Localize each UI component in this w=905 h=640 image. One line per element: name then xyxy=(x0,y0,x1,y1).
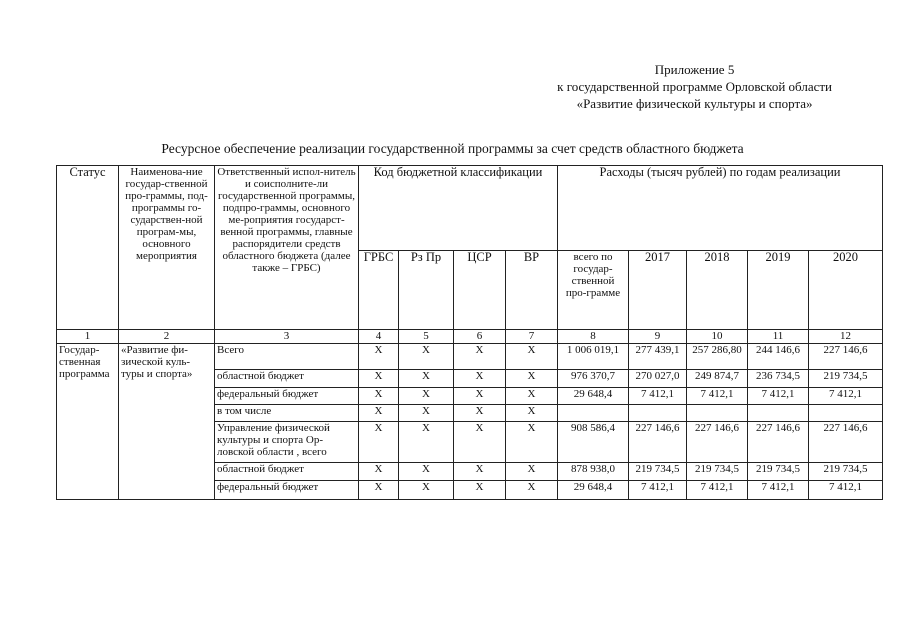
appendix-reference: к государственной программе Орловской области xyxy=(557,79,832,94)
year-2020-cell: 227 146,6 xyxy=(809,344,883,370)
column-number: 6 xyxy=(454,330,506,344)
year-2019-cell xyxy=(748,405,809,422)
total-cell: 976 370,7 xyxy=(558,370,629,388)
total-cell: 908 586,4 xyxy=(558,422,629,463)
rzpr-cell: X xyxy=(399,344,454,370)
year-2017-cell: 270 027,0 xyxy=(629,370,687,388)
executor-cell: федеральный бюджет xyxy=(215,388,359,405)
year-2017-cell: 7 412,1 xyxy=(629,481,687,500)
grbs-cell: X xyxy=(359,388,399,405)
rzpr-cell: X xyxy=(399,422,454,463)
column-number: 4 xyxy=(359,330,399,344)
csr-cell: X xyxy=(454,463,506,481)
year-2018-cell: 7 412,1 xyxy=(687,481,748,500)
column-number: 8 xyxy=(558,330,629,344)
year-2017-cell: 7 412,1 xyxy=(629,388,687,405)
total-cell: 29 648,4 xyxy=(558,481,629,500)
header-year-2017: 2017 xyxy=(629,251,687,330)
year-2017-cell xyxy=(629,405,687,422)
year-2019-cell: 244 146,6 xyxy=(748,344,809,370)
executor-cell: в том числе xyxy=(215,405,359,422)
grbs-cell: X xyxy=(359,422,399,463)
program-title: «Развитие физической культуры и спорта» xyxy=(576,96,813,111)
year-2020-cell: 7 412,1 xyxy=(809,481,883,500)
year-2018-cell: 7 412,1 xyxy=(687,388,748,405)
year-2018-cell: 249 874,7 xyxy=(687,370,748,388)
year-2019-cell: 7 412,1 xyxy=(748,388,809,405)
grbs-cell: X xyxy=(359,405,399,422)
header-year-2018: 2018 xyxy=(687,251,748,330)
rzpr-cell: X xyxy=(399,405,454,422)
vr-cell: X xyxy=(506,344,558,370)
column-number: 3 xyxy=(215,330,359,344)
column-number: 5 xyxy=(399,330,454,344)
year-2019-cell: 236 734,5 xyxy=(748,370,809,388)
year-2020-cell xyxy=(809,405,883,422)
header-rzpr: Рз Пр xyxy=(399,251,454,330)
header-total-program: всего по государ-ственной про-грамме xyxy=(558,251,629,330)
column-number: 1 xyxy=(57,330,119,344)
column-number: 10 xyxy=(687,330,748,344)
vr-cell: X xyxy=(506,370,558,388)
rzpr-cell: X xyxy=(399,463,454,481)
status-cell: Государ-ственная программа xyxy=(57,344,119,500)
csr-cell: X xyxy=(454,388,506,405)
header-year-2019: 2019 xyxy=(748,251,809,330)
year-2020-cell: 219 734,5 xyxy=(809,370,883,388)
total-cell: 1 006 019,1 xyxy=(558,344,629,370)
column-number: 11 xyxy=(748,330,809,344)
header-program-name: Наименова-ние государ-ственной про-граммы, под-программы го-сударствен-ной програм-мы, основного мероприятия xyxy=(119,166,215,330)
appendix-number: Приложение 5 xyxy=(654,62,735,77)
table-row xyxy=(57,344,883,370)
year-2018-cell xyxy=(687,405,748,422)
grbs-cell: X xyxy=(359,481,399,500)
year-2017-cell: 277 439,1 xyxy=(629,344,687,370)
vr-cell: X xyxy=(506,422,558,463)
rzpr-cell: X xyxy=(399,388,454,405)
appendix-header xyxy=(557,61,832,112)
header-budget-code: Код бюджетной классификации xyxy=(359,166,558,251)
grbs-cell: X xyxy=(359,370,399,388)
executor-cell: федеральный бюджет xyxy=(215,481,359,500)
program-name-cell: «Развитие фи-зической куль-туры и спорта» xyxy=(119,344,215,500)
vr-cell: X xyxy=(506,481,558,500)
csr-cell: X xyxy=(454,370,506,388)
total-cell: 878 938,0 xyxy=(558,463,629,481)
column-number: 12 xyxy=(809,330,883,344)
rzpr-cell: X xyxy=(399,481,454,500)
executor-cell: областной бюджет xyxy=(215,370,359,388)
executor-cell: областной бюджет xyxy=(215,463,359,481)
header-executor: Ответственный испол-нитель и соисполните-ли государственной программы, подпро-граммы, основного ме-роприятия государст-венной программы, главные распорядители средств областного бюджета (далее также – ГРБС) xyxy=(215,166,359,330)
csr-cell: X xyxy=(454,422,506,463)
year-2019-cell: 227 146,6 xyxy=(748,422,809,463)
year-2017-cell: 227 146,6 xyxy=(629,422,687,463)
year-2018-cell: 219 734,5 xyxy=(687,463,748,481)
header-row-top xyxy=(57,166,883,251)
executor-cell: Всего xyxy=(215,344,359,370)
column-number: 9 xyxy=(629,330,687,344)
grbs-cell: X xyxy=(359,344,399,370)
vr-cell: X xyxy=(506,463,558,481)
resource-table xyxy=(56,165,883,500)
total-cell: 29 648,4 xyxy=(558,388,629,405)
column-number: 2 xyxy=(119,330,215,344)
vr-cell: X xyxy=(506,388,558,405)
year-2018-cell: 257 286,80 xyxy=(687,344,748,370)
vr-cell: X xyxy=(506,405,558,422)
total-cell xyxy=(558,405,629,422)
header-expenses: Расходы (тысяч рублей) по годам реализации xyxy=(558,166,883,251)
year-2017-cell: 219 734,5 xyxy=(629,463,687,481)
column-number: 7 xyxy=(506,330,558,344)
rzpr-cell: X xyxy=(399,370,454,388)
executor-cell: Управление физической культуры и спорта Ор-ловской области , всего xyxy=(215,422,359,463)
header-vr: ВР xyxy=(506,251,558,330)
csr-cell: X xyxy=(454,405,506,422)
year-2020-cell: 227 146,6 xyxy=(809,422,883,463)
grbs-cell: X xyxy=(359,463,399,481)
year-2019-cell: 219 734,5 xyxy=(748,463,809,481)
year-2020-cell: 7 412,1 xyxy=(809,388,883,405)
header-year-2020: 2020 xyxy=(809,251,883,330)
year-2018-cell: 227 146,6 xyxy=(687,422,748,463)
year-2020-cell: 219 734,5 xyxy=(809,463,883,481)
csr-cell: X xyxy=(454,481,506,500)
header-status: Статус xyxy=(57,166,119,330)
column-number-row xyxy=(57,330,883,344)
year-2019-cell: 7 412,1 xyxy=(748,481,809,500)
csr-cell: X xyxy=(454,344,506,370)
header-csr: ЦСР xyxy=(454,251,506,330)
header-grbs: ГРБС xyxy=(359,251,399,330)
document-title: Ресурсное обеспечение реализации государственной программы за счет средств областного бюджета xyxy=(161,141,744,156)
